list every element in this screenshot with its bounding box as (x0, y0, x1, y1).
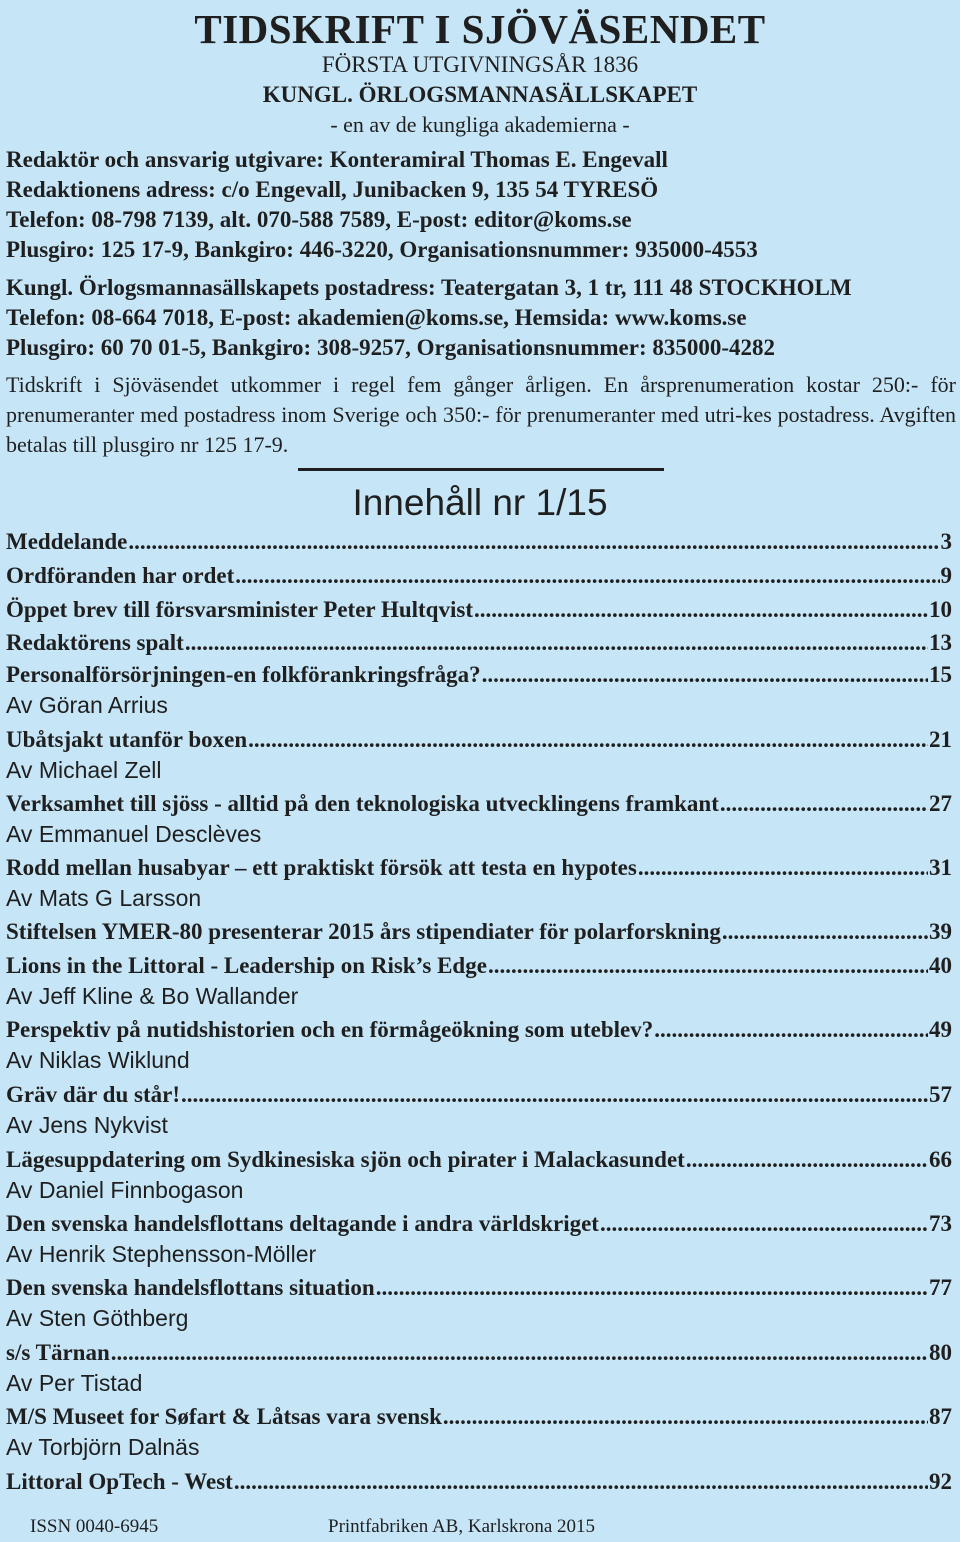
toc-entry (6, 1467, 952, 1497)
toc-entry (6, 1209, 952, 1239)
toc-entry-author: Av Jeff Kline & Bo Wallander (6, 983, 299, 1009)
toc-entry (6, 951, 952, 981)
toc-entry (6, 1338, 952, 1368)
toc-entry-title: Personalförsörjningen-en folkförankringsfråga? (6, 662, 481, 687)
toc-entry-title: Gräv där du står! (6, 1082, 180, 1107)
toc-entry-author: Av Torbjörn Dalnäs (6, 1434, 200, 1460)
toc-entry-title: M/S Museet for Søfart & Låtsas vara svensk (6, 1404, 442, 1429)
toc-entry-title: Den svenska handelsflottans situation (6, 1275, 375, 1300)
first-publication-year: FÖRSTA UTGIVNINGSÅR 1836 (321, 52, 639, 77)
toc-entry (6, 789, 952, 819)
toc-entry (6, 853, 952, 883)
journal-title: TIDSKRIFT I SJÖVÄSENDET (194, 6, 766, 52)
toc-entry-page: 13 (929, 630, 952, 655)
toc-entry-author: Av Emmanuel Desclèves (6, 821, 262, 847)
toc-entry-title: Ordföranden har ordet (6, 563, 235, 588)
society-phone-web: Telefon: 08-664 7018, E-post: akademien@koms.se, Hemsida: www.koms.se (6, 305, 747, 330)
toc-entry-page: 92 (929, 1469, 952, 1494)
toc-entry-title: Stiftelsen YMER-80 presenterar 2015 års stipendiater för polarforskning (6, 919, 721, 944)
toc-entry (6, 917, 952, 947)
toc-entry (6, 561, 952, 591)
toc-entry-title: Ubåtsjakt utanför boxen (6, 727, 248, 752)
toc-entry (6, 527, 952, 557)
toc-entry (6, 725, 952, 755)
toc-entry-page: 73 (929, 1211, 952, 1236)
toc-entry (6, 628, 952, 658)
society-giro: Plusgiro: 60 70 01-5, Bankgiro: 308-9257, Organisationsnummer: 835000-4282 (6, 335, 776, 360)
toc-entry-author: Av Göran Arrius (6, 692, 168, 718)
toc-entry-title: Perspektiv på nutidshistorien och en förmågeökning som uteblev? (6, 1017, 654, 1042)
divider (298, 468, 664, 471)
toc-entry-page: 9 (940, 563, 952, 588)
issn: ISSN 0040-6945 (30, 1516, 159, 1537)
toc-entry-author: Av Daniel Finnbogason (6, 1177, 244, 1203)
toc-entry-author: Av Jens Nykvist (6, 1112, 168, 1138)
toc-entry-page: 66 (929, 1147, 952, 1172)
toc-entry-page: 15 (929, 662, 952, 687)
toc-entry-page: 80 (929, 1340, 952, 1365)
editorial-phone-email: Telefon: 08-798 7139, alt. 070-588 7589, E-post: editor@koms.se (6, 207, 632, 232)
toc-entry-page: 39 (929, 919, 952, 944)
toc-entry (6, 660, 952, 690)
toc-entry-page: 57 (929, 1082, 952, 1107)
toc-entry-title: Verksamhet till sjöss - alltid på den teknologiska utvecklingens framkant (6, 791, 719, 816)
toc-entry-page: 21 (929, 727, 952, 752)
toc-entry-author: Av Per Tistad (6, 1370, 143, 1396)
toc-entry (6, 1080, 952, 1110)
toc-entry-author: Av Mats G Larsson (6, 885, 202, 911)
academy-note: - en av de kungliga akademierna - (330, 112, 630, 137)
toc-entry (6, 1145, 952, 1175)
toc-entry-page: 87 (929, 1404, 952, 1429)
toc-entry-title: Rodd mellan husabyar – ett praktiskt försök att testa en hypotes (6, 855, 637, 880)
toc-entry-author: Av Henrik Stephensson-Möller (6, 1241, 317, 1267)
toc-entry-title: s/s Tärnan (6, 1340, 110, 1365)
editor-line: Redaktör och ansvarig utgivare: Konteramiral Thomas E. Engevall (6, 147, 668, 172)
editorial-address: Redaktionens adress: c/o Engevall, Junibacken 9, 135 54 TYRESÖ (6, 177, 659, 202)
toc-entry-title: Den svenska handelsflottans deltagande i andra världskriget (6, 1211, 599, 1236)
toc-entry (6, 595, 952, 625)
toc-entry-title: Meddelande (6, 529, 128, 554)
toc-entry-title: Redaktörens spalt (6, 630, 184, 655)
toc-entry-page: 27 (929, 791, 952, 816)
toc-entry-author: Av Niklas Wiklund (6, 1047, 190, 1073)
society-name: KUNGL. ÖRLOGSMANNASÄLLSKAPET (262, 82, 698, 107)
toc-entry-page: 49 (929, 1017, 952, 1042)
toc-entry (6, 1015, 952, 1045)
toc-entry-page: 10 (929, 597, 952, 622)
toc-entry (6, 1273, 952, 1303)
toc-entry-page: 31 (929, 855, 952, 880)
toc-entry-title: Öppet brev till försvarsminister Peter Hultqvist (6, 597, 473, 622)
toc-heading: Innehåll nr 1/15 (352, 482, 608, 523)
toc-entry-title: Lägesuppdatering om Sydkinesiska sjön och pirater i Malackasundet (6, 1147, 685, 1172)
toc-entry-page: 40 (929, 953, 952, 978)
toc-entry-page: 77 (929, 1275, 952, 1300)
printer-credit: Printfabriken AB, Karlskrona 2015 (328, 1516, 596, 1537)
toc-entry-page: 3 (940, 529, 952, 554)
toc-entry-author: Av Sten Göthberg (6, 1305, 189, 1331)
editorial-giro: Plusgiro: 125 17-9, Bankgiro: 446-3220, Organisationsnummer: 935000-4553 (6, 237, 758, 262)
toc-entry-title: Littoral OpTech - West (6, 1469, 233, 1494)
subscription-info: Tidskrift i Sjöväsendet utkommer i regel fem gånger årligen. En årsprenumeration kostar 250:- för prenumeranter med postadress inom Sverige och 350:- för prenumeranter med utri-kes postadress. Avgiften betalas till plusgiro nr 125 17-9. (6, 372, 956, 457)
society-address: Kungl. Örlogsmannasällskapets postadress: Teatergatan 3, 1 tr, 111 48 STOCKHOLM (6, 275, 852, 300)
toc-entry-title: Lions in the Littoral - Leadership on Risk’s Edge (6, 953, 487, 978)
toc-entry-author: Av Michael Zell (6, 757, 162, 783)
toc-entry (6, 1402, 952, 1432)
